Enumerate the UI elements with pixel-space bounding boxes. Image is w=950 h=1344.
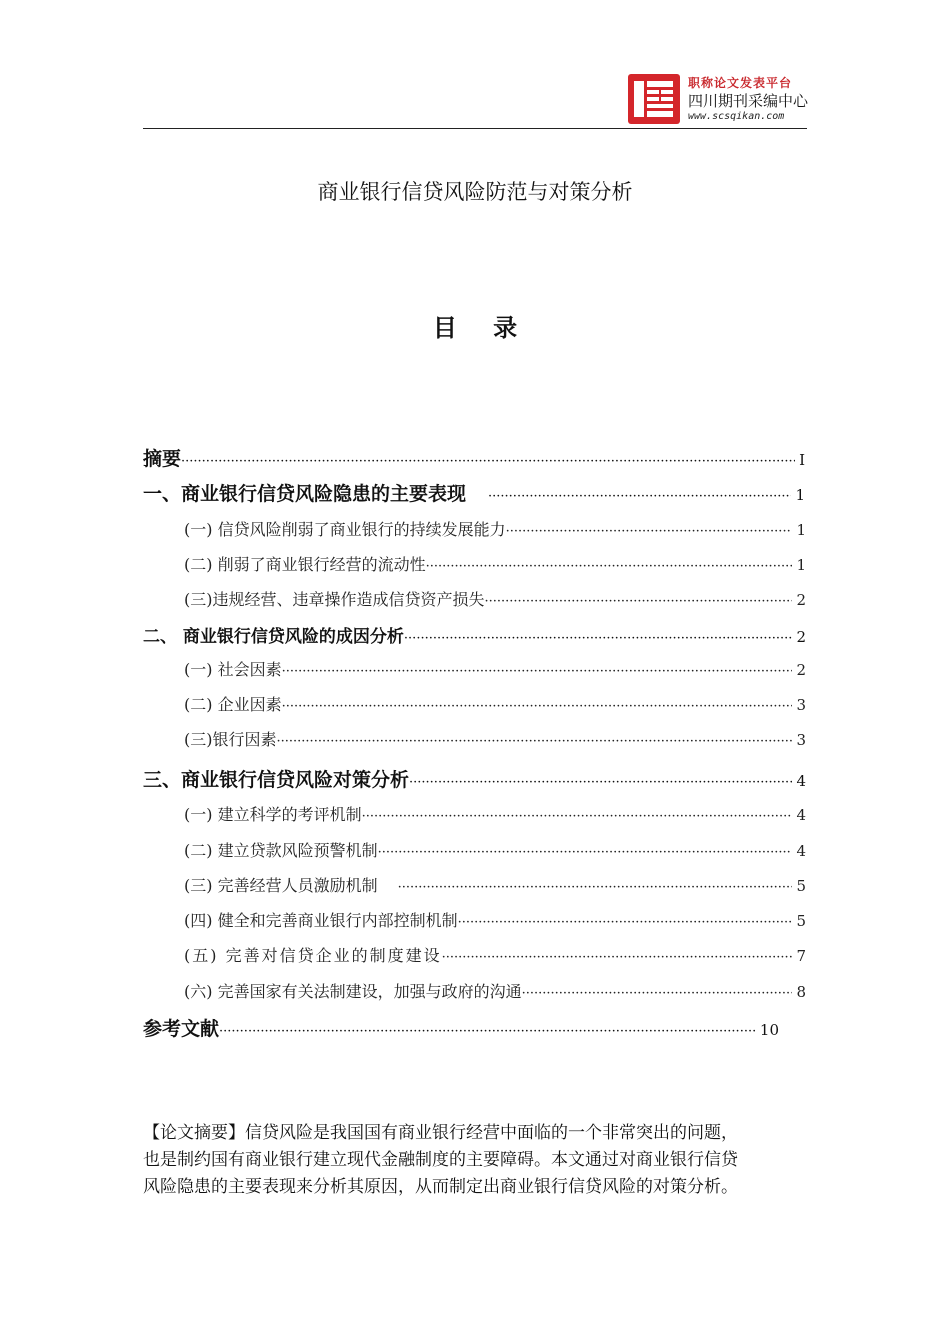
toc-entry[interactable]: [184, 727, 806, 750]
abstract-line: 【论文摘要】信贷风险是我国国有商业银行经营中面临的一个非常突出的问题，: [143, 1123, 738, 1143]
toc-entry-label: 参考文献: [143, 1018, 220, 1040]
toc-leader: [398, 880, 793, 895]
toc-entry[interactable]: [184, 908, 806, 931]
toc-entry-label: (三)银行因素: [184, 730, 277, 749]
toc-entry-page: 8: [796, 983, 806, 1001]
toc-leader: [485, 594, 793, 609]
toc-entry-page: 1: [796, 556, 806, 574]
toc-entry-page: 5: [796, 877, 806, 895]
toc-leader: [442, 950, 793, 965]
toc-leader: [181, 454, 795, 469]
toc-entry-label: (二) 削弱了商业银行经营的流动性: [184, 555, 426, 574]
toc-entry-page: 4: [796, 772, 806, 790]
toc-leader: [219, 1024, 756, 1039]
toc-entry-page: 4: [796, 842, 806, 860]
toc-leader: [282, 699, 793, 714]
toc-entry-label: (二) 建立贷款风险预警机制: [184, 841, 378, 860]
toc-entry[interactable]: [143, 1014, 779, 1041]
toc-entry[interactable]: [143, 765, 806, 792]
toc-entry-page: 3: [796, 731, 806, 749]
toc-entry-page: 1: [796, 521, 806, 539]
abstract-line: 风险隐患的主要表现来分析其原因，从而制定出商业银行信贷风险的对策分析。: [143, 1177, 738, 1197]
toc-leader: [404, 631, 793, 646]
newspaper-icon: [628, 74, 680, 124]
toc-entry-label: (三)违规经营、违章操作造成信贷资产损失: [184, 590, 485, 609]
toc-entry-page: 2: [796, 661, 806, 679]
toc-heading: 目 录: [432, 314, 532, 342]
toc-entry-label: 摘要: [143, 448, 182, 470]
toc-entry-label: (一) 信贷风险削弱了商业银行的持续发展能力: [184, 520, 506, 539]
toc-entry[interactable]: [184, 802, 806, 825]
toc-leader: [277, 734, 793, 749]
toc-leader: [362, 809, 793, 824]
toc-leader: [282, 664, 793, 679]
toc-leader: [488, 489, 791, 504]
toc-entry[interactable]: [184, 552, 806, 575]
toc-entry-label: (四) 健全和完善商业银行内部控制机制: [184, 911, 458, 930]
document-title: 商业银行信贷风险防范与对策分析: [317, 180, 633, 204]
header-divider: [143, 128, 807, 129]
toc-entry[interactable]: [184, 657, 806, 680]
abstract-line: 也是制约国有商业银行建立现代金融制度的主要障碍。本文通过对商业银行信贷: [143, 1150, 738, 1170]
abstract-paragraph: [143, 1120, 811, 1201]
toc-entry-page: 1: [795, 486, 805, 504]
toc-entry-page: 3: [796, 696, 806, 714]
toc-entry-page: 4: [796, 806, 806, 824]
toc-entry[interactable]: [184, 943, 806, 966]
toc-leader: [458, 915, 793, 930]
toc-leader: [378, 845, 793, 860]
toc-entry-label: (一) 社会因素: [184, 660, 282, 679]
toc-entry-label: 三、商业银行信贷风险对策分析: [143, 769, 410, 791]
toc-entry-label: (二) 企业因素: [184, 695, 282, 714]
toc-entry[interactable]: [184, 873, 806, 896]
toc-entry-page: 2: [796, 628, 806, 646]
toc-entry-label: (一) 建立科学的考评机制: [184, 805, 362, 824]
toc-entry[interactable]: [184, 692, 806, 715]
toc-entry-label: 二、 商业银行信贷风险的成因分析: [143, 627, 404, 647]
toc-entry[interactable]: [184, 979, 806, 1002]
toc-leader: [426, 559, 793, 574]
toc-entry-label: (五) 完善对信贷企业的制度建设: [184, 946, 442, 965]
toc-entry-label: (三) 完善经营人员激励机制: [184, 876, 378, 895]
logo-name: 四川期刊采编中心: [688, 92, 809, 110]
toc-leader: [409, 775, 792, 790]
toc-entry[interactable]: [184, 838, 806, 861]
logo-tagline: 职称论文发表平台: [688, 76, 793, 90]
publisher-logo: [628, 74, 818, 126]
toc-entry-page: 10: [759, 1021, 779, 1039]
toc-entry-page: I: [799, 451, 805, 469]
toc-entry[interactable]: [143, 444, 805, 471]
logo-url: www.scsqikan.com: [688, 111, 785, 122]
toc-entry-page: 7: [796, 947, 806, 965]
toc-entry[interactable]: [184, 587, 806, 610]
toc-entry[interactable]: [143, 622, 806, 647]
toc-entry[interactable]: [143, 479, 805, 506]
toc-entry-page: 2: [796, 591, 806, 609]
toc-entry-page: 5: [796, 912, 806, 930]
toc-leader: [506, 524, 793, 539]
toc-entry[interactable]: [184, 517, 806, 540]
toc-entry-label: (六) 完善国家有关法制建设，加强与政府的沟通: [184, 982, 522, 1001]
toc-leader: [522, 986, 793, 1001]
toc-entry-label: 一、商业银行信贷风险隐患的主要表现: [143, 483, 467, 505]
